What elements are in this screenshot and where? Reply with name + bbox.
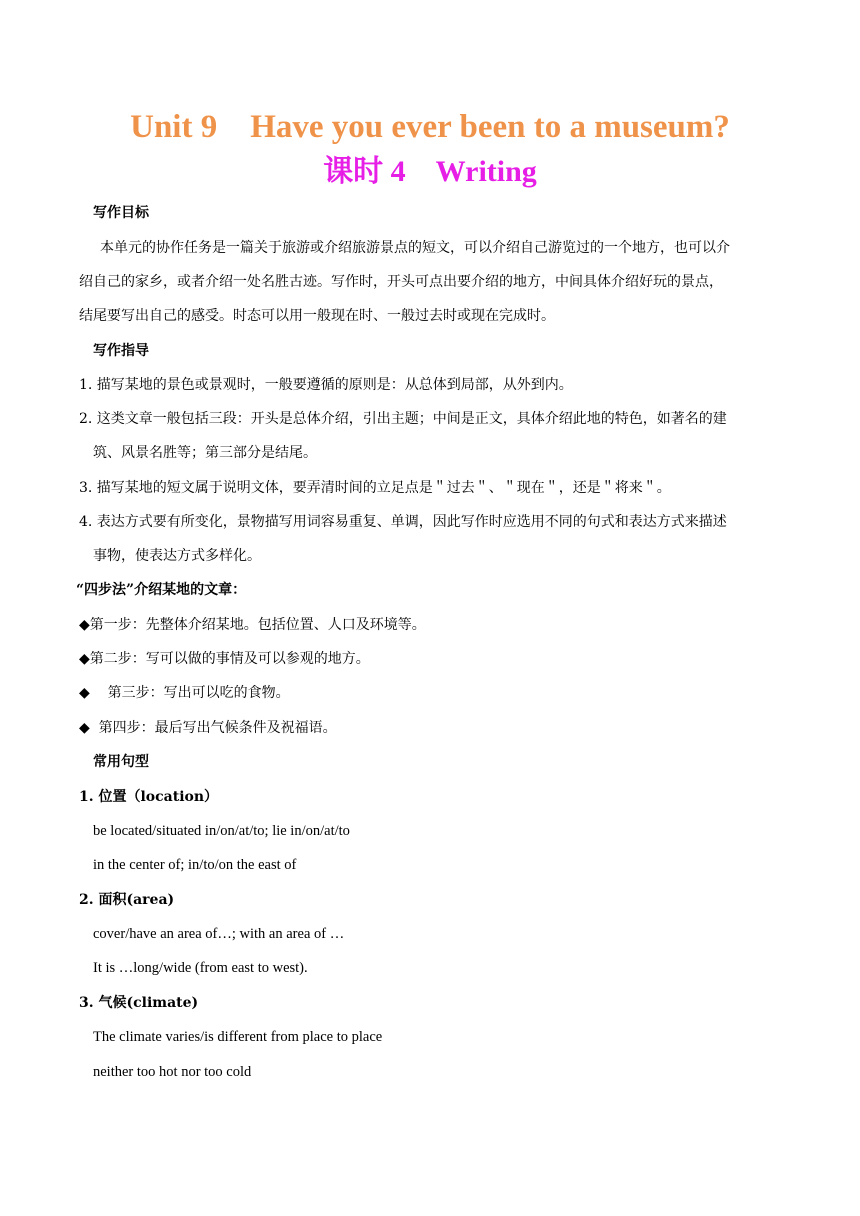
step-4: ◆ 第四步：最后写出气候条件及祝福语。 xyxy=(79,720,337,736)
guide-item-2-line-1: 2. 这类文章一般包括三段：开头是总体介绍，引出主题；中间是正文，具体介绍此地的特色，如著名的建 xyxy=(79,411,727,427)
goal-heading: 写作目标 xyxy=(93,205,149,221)
pattern-1-example-b: in the center of; in/to/on the east of xyxy=(93,857,297,873)
guide-item-4-line-1: 4. 表达方式要有所变化，景物描写用词容易重复、单调，因此写作时应选用不同的句式和表达方式来描述 xyxy=(79,514,727,530)
pattern-2-heading: 2. 面积(area) xyxy=(79,892,175,908)
goal-paragraph-line-2: 绍自己的家乡，或者介绍一处名胜古迹。写作时，开头可点出要介绍的地方，中间具体介绍好玩的景点， xyxy=(79,274,723,290)
guide-heading: 写作指导 xyxy=(93,343,149,359)
pattern-1-example-a: be located/situated in/on/at/to; lie in/on/at/to xyxy=(93,823,350,839)
step-3: ◆ 第三步：写出可以吃的食物。 xyxy=(79,685,290,701)
guide-item-3: 3. 描写某地的短文属于说明文体，要弄清时间的立足点是＂过去＂、＂现在＂，还是＂将来＂。 xyxy=(79,480,671,496)
guide-item-2-line-2: 筑、风景名胜等；第三部分是结尾。 xyxy=(93,445,317,461)
pattern-3-heading: 3. 气候(climate) xyxy=(79,995,199,1011)
guide-item-4-line-2: 事物，使表达方式多样化。 xyxy=(93,548,261,564)
pattern-2-example-a: cover/have an area of…; with an area of … xyxy=(93,926,345,942)
goal-paragraph-line-1: 本单元的协作任务是一篇关于旅游或介绍旅游景点的短文，可以介绍自己游览过的一个地方，也可以介 xyxy=(100,240,730,256)
step-1: ◆第一步：先整体介绍某地。包括位置、人口及环境等。 xyxy=(79,617,426,633)
four-steps-heading: “四步法”介绍某地的文章： xyxy=(76,582,247,598)
pattern-3-example-a: The climate varies/is different from place to place xyxy=(93,1029,383,1045)
page-title: Unit 9 Have you ever been to a museum? xyxy=(130,109,730,145)
pattern-2-example-b: It is …long/wide (from east to west). xyxy=(93,960,308,976)
pattern-1-heading: 1. 位置（location） xyxy=(79,789,219,805)
goal-paragraph-line-3: 结尾要写出自己的感受。时态可以用一般现在时、一般过去时或现在完成时。 xyxy=(79,308,555,324)
pattern-3-example-b: neither too hot nor too cold xyxy=(93,1064,252,1080)
patterns-heading: 常用句型 xyxy=(93,754,149,770)
step-2: ◆第二步：写可以做的事情及可以参观的地方。 xyxy=(79,651,370,667)
guide-item-1: 1. 描写某地的景色或景观时，一般要遵循的原则是：从总体到局部，从外到内。 xyxy=(79,377,573,393)
page-subtitle: 课时 4 Writing xyxy=(323,155,537,188)
